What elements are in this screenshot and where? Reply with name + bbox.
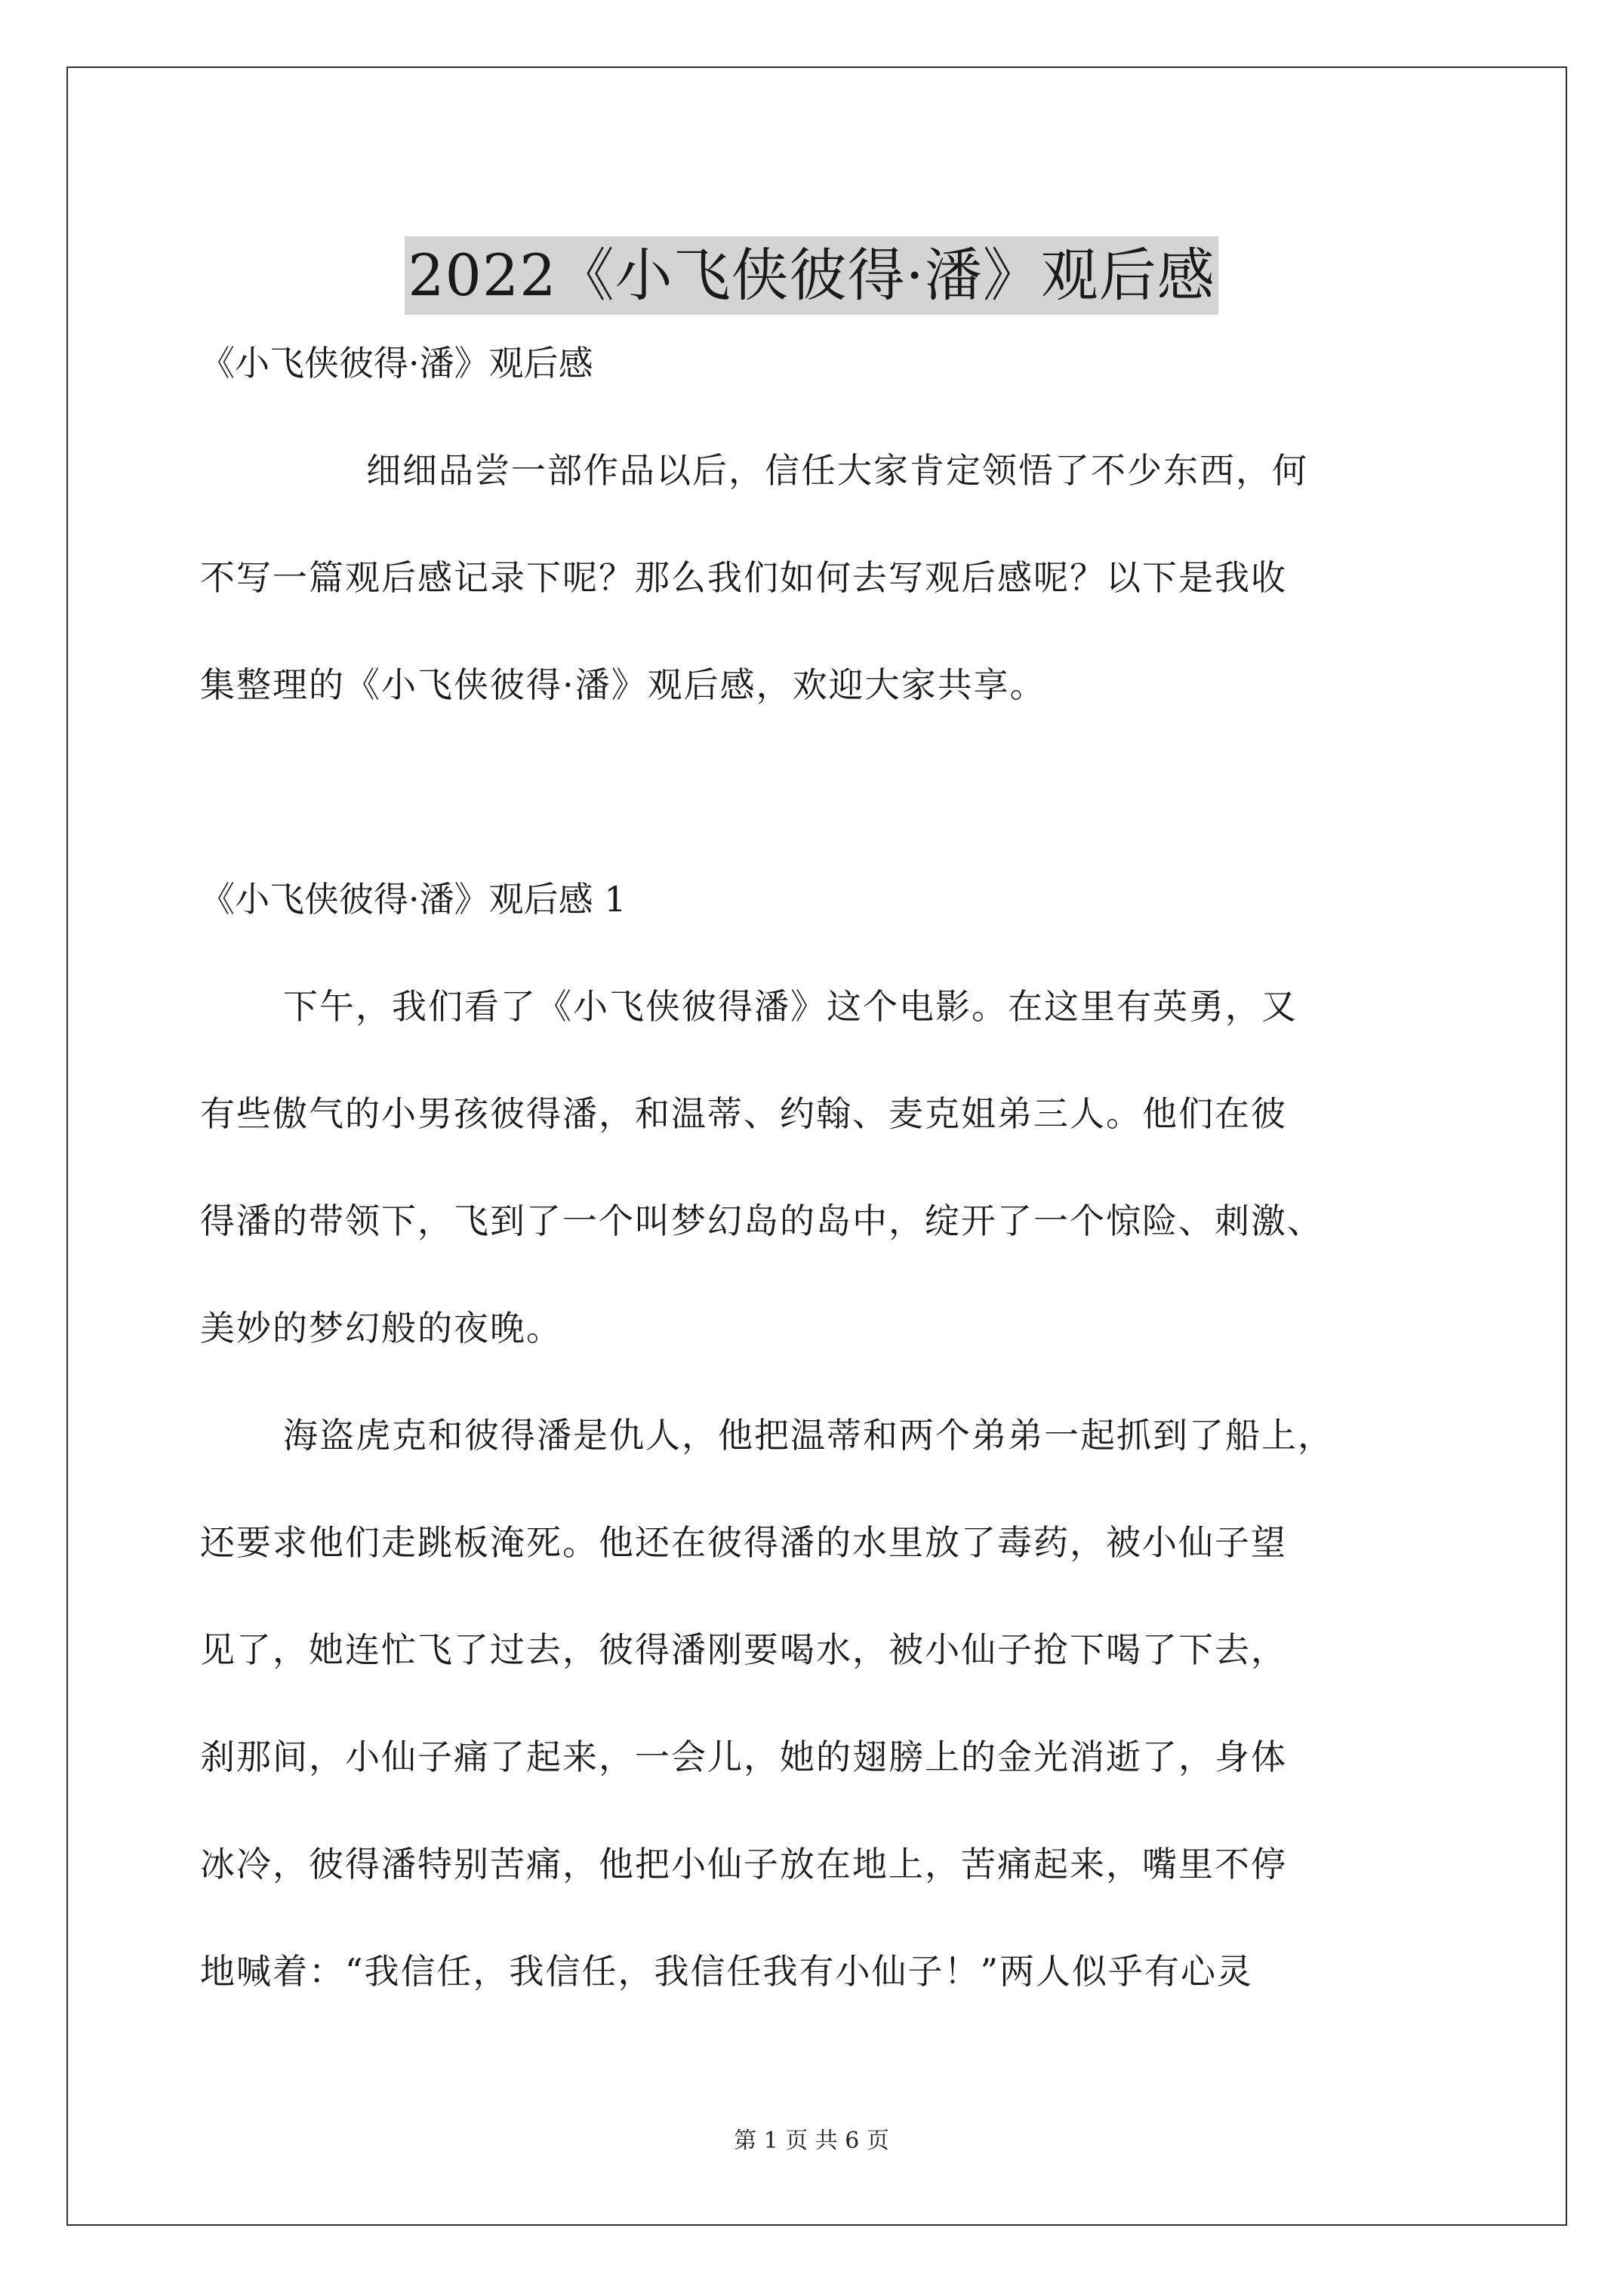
- paragraph-line: 地喊着：“我信任，我信任，我信任我有小仙子！”两人似乎有心灵: [200, 1951, 1254, 1992]
- paragraph-1: [200, 953, 1438, 1382]
- intro-line: 不写一篇观后感记录下呢？那么我们如何去写观后感呢？以下是我收: [200, 557, 1287, 598]
- paragraph-line: 还要求他们走跳板淹死。他还在彼得潘的水里放了毒药，被小仙子望: [200, 1522, 1287, 1563]
- intro-paragraph: [200, 417, 1438, 738]
- paragraph-line: 美妙的梦幻般的夜晚。: [200, 1308, 562, 1348]
- paragraph-line: 有些傲气的小男孩彼得潘，和温蒂、约翰、麦克姐弟三人。他们在彼: [200, 1093, 1287, 1134]
- paragraph-line: 刹那间，小仙子痛了起来，一会儿，她的翅膀上的金光消逝了，身体: [200, 1737, 1287, 1777]
- paragraph-line: 海盗虎克和彼得潘是仇人，他把温蒂和两个弟弟一起抓到了船上，: [283, 1415, 1334, 1456]
- document-body: [200, 310, 1438, 2025]
- document-title: 2022《小飞侠彼得·潘》观后感: [405, 236, 1218, 315]
- paragraph-line: 冰冷，彼得潘特别苦痛，他把小仙子放在地上，苦痛起来，嘴里不停: [200, 1844, 1287, 1885]
- paragraph-line: 得潘的带领下，飞到了一个叫梦幻岛的岛中，绽开了一个惊险、刺激、: [200, 1200, 1323, 1241]
- intro-line: 集整理的《小飞侠彼得·潘》观后感，欢迎大家共享。: [200, 664, 1046, 705]
- page-footer: 第 1 页 共 6 页: [734, 2128, 889, 2154]
- paragraph-line: 见了，她连忙飞了过去，彼得潘刚要喝水，被小仙子抢下喝了下去，: [200, 1629, 1287, 1670]
- intro-line: 细细品尝一部作品以后，信任大家肯定领悟了不少东西，何: [366, 450, 1308, 491]
- document-subtitle: 《小飞侠彼得·潘》观后感: [200, 343, 593, 384]
- paragraph-spacer: [200, 738, 1438, 846]
- section-heading: 《小飞侠彼得·潘》观后感 1: [200, 879, 627, 920]
- paragraph-2: [200, 1382, 1438, 2025]
- paragraph-line: 下午，我们看了《小飞侠彼得潘》这个电影。在这里有英勇，又: [283, 986, 1298, 1027]
